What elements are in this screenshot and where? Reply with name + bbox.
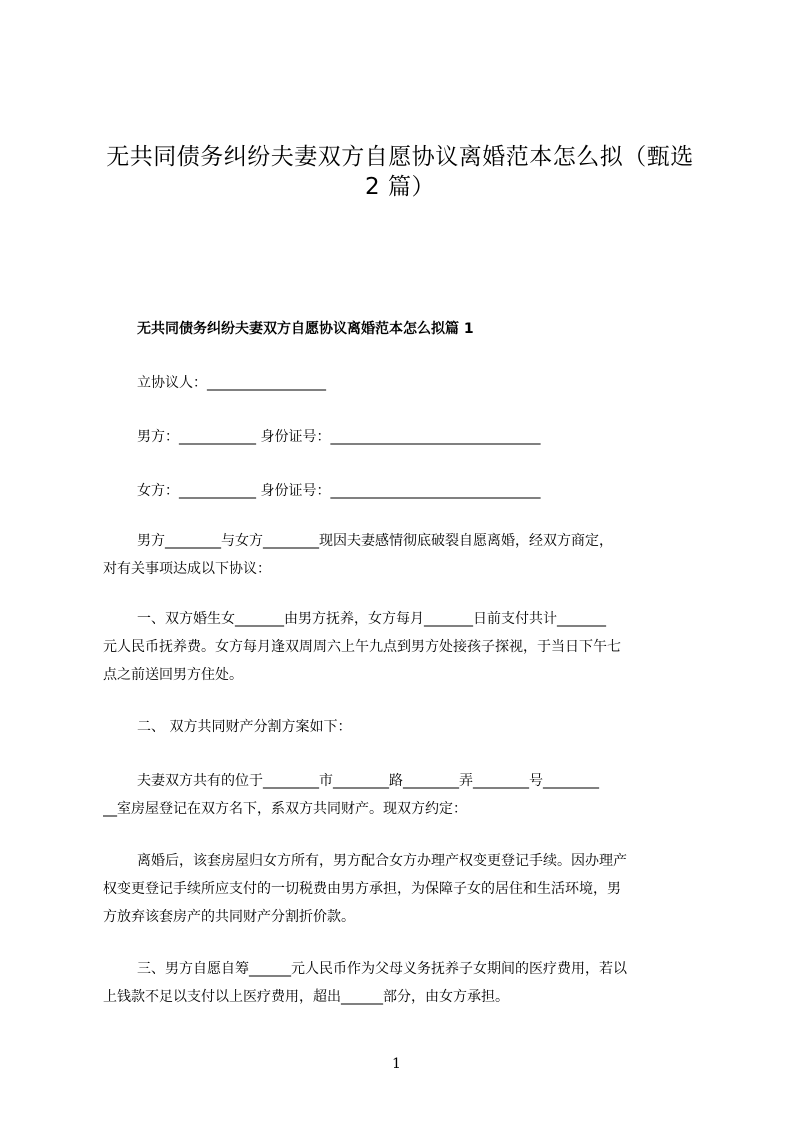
paragraph-line: __室房屋登记在双方名下，系双方共同财产。现双方约定： bbox=[103, 801, 467, 817]
paragraph-line: 点之前送回男方住处。 bbox=[103, 667, 243, 683]
paragraph-line: 权变更登记手续所应支付的一切税费由男方承担，为保障子女的居住和生活环境，男 bbox=[103, 881, 621, 897]
paragraph-medical bbox=[103, 955, 700, 1011]
paragraph-line: 二、 双方共同财产分割方案如下： bbox=[137, 719, 352, 735]
female-field: 女方：___________ 身份证号：______________________________ bbox=[137, 483, 541, 499]
paragraph-line: 方放弃该套房产的共同财产分割折价款。 bbox=[103, 909, 355, 925]
title-line-1: 无共同债务纠纷夫妻双方自愿协议离婚范本怎么拟（甄选 bbox=[106, 144, 694, 170]
paragraph-line: 男方________与女方________现因夫妻感情彻底破裂自愿离婚，经双方商定， bbox=[137, 533, 613, 549]
party-field: 立协议人：_________________ bbox=[137, 375, 326, 391]
paragraph-property-heading bbox=[103, 713, 700, 741]
paragraph-property bbox=[103, 767, 700, 823]
paragraph-line: 一、双方婚生女_______由男方抚养，女方每月_______日前支付共计_______ bbox=[137, 611, 606, 627]
page-number: 1 bbox=[392, 1056, 401, 1072]
paragraph-line: 对有关事项达成以下协议： bbox=[103, 561, 271, 577]
paragraph-line: 离婚后，该套房屋归女方所有，男方配合女方办理产权变更登记手续。因办理产 bbox=[137, 853, 627, 869]
document-title bbox=[100, 142, 700, 202]
title-line-2: 2 篇） bbox=[365, 174, 435, 200]
paragraph-custody bbox=[103, 605, 700, 689]
paragraph-house bbox=[103, 847, 700, 931]
male-field: 男方：___________ 身份证号：______________________________ bbox=[137, 429, 541, 445]
paragraph-line: 上钱款不足以支付以上医疗费用，超出______部分，由女方承担。 bbox=[103, 989, 509, 1005]
paragraph-line: 三、男方自愿自筹______元人民币作为父母义务抚养子女期间的医疗费用，若以 bbox=[137, 961, 627, 977]
paragraph-intro bbox=[103, 527, 700, 583]
section-heading: 无共同债务纠纷夫妻双方自愿协议离婚范本怎么拟篇 1 bbox=[137, 321, 474, 337]
paragraph-line: 元人民币抚养费。女方每月逢双周周六上午九点到男方处接孩子探视，于当日下午七 bbox=[103, 639, 621, 655]
paragraph-line: 夫妻双方共有的位于________市________路________弄________号________ bbox=[137, 773, 599, 789]
